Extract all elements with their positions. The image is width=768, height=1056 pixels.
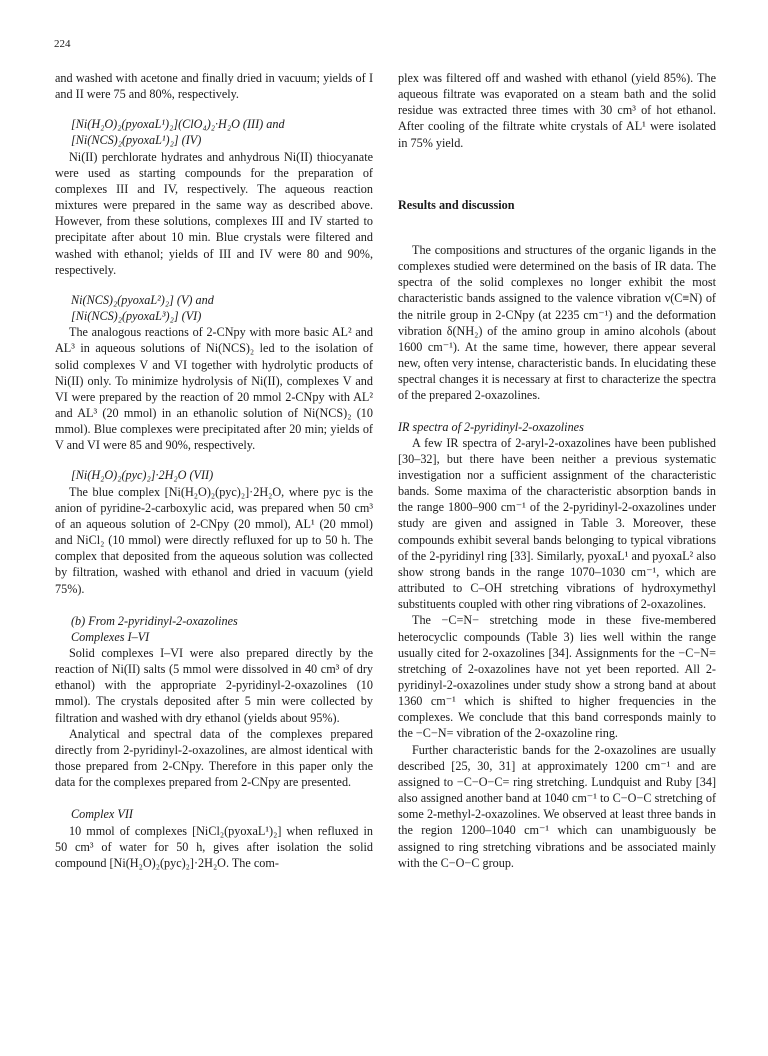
right-column <box>398 70 716 871</box>
paragraph: The blue complex [Ni(H₂O)₂(pyc)₂]·2H₂O, where pyc is the anion of pyridine-2-carboxylic acid, was prepared when 50 cm³ of an aqueous solution of 2-CNpy (20 mmol), AL¹ (20 mmol) and NiCl₂ (10 mmol) were directly refluxed for up to 50 h. The complex that deposited from the aqueous solution was collected by filtration, washed with ethanol and dried in vacuum (yield 75%). <box>55 484 373 596</box>
left-column <box>55 70 373 871</box>
subsection-heading: [Ni(NCS)₂(pyoxaL³)₂] (VI) <box>71 309 202 324</box>
subsection-heading: [Ni(NCS)₂(pyoxaL¹)₂] (IV) <box>71 133 202 148</box>
paragraph: Analytical and spectral data of the complexes prepared directly from 2-pyridinyl-2-oxazolines, are almost identical with those prepared from 2-CNpy. Therefore in this paper only the data for the complexes prepared from 2-CNpy are presented. <box>55 726 373 790</box>
subsection-heading: IR spectra of 2-pyridinyl-2-oxazolines <box>398 419 584 434</box>
paragraph: plex was filtered off and washed with ethanol (yield 85%). The aqueous filtrate was evaporated on a steam bath and the solid residue was extracted three times with 30 cm³ of hot ethanol. After cooling of the filtrate white crystals of AL¹ were isolated in 75% yield. <box>398 71 716 150</box>
page-number: 224 <box>54 38 71 50</box>
paragraph: A few IR spectra of 2-aryl-2-oxazolines have been published [30–32], but there have been neither a previous systematic investigation nor a sufficient assignment of the characteristic bands. Some maxima of the characteristic absorption bands in the range 1800–900 cm⁻¹ of the 2-pyridinyl-2-oxazolines under study are given and assigned in Table 3. Moreover, these compounds exhibit several bands belonging to typical vibrations of the 2-pyridinyl ring [33]. Similarly, pyoxaL¹ and pyoxaL² also show strong bands in the range 1070–1030 cm⁻¹, which are attributed to C–OH stretching vibrations of hydroxymethyl substituents coupled with other ring vibrations of 2-oxazolines. <box>398 435 716 612</box>
paragraph: The analogous reactions of 2-CNpy with more basic AL² and AL³ in aqueous solutions of Ni(NCS)₂ led to the isolation of solid complexes V and VI together with hydrolytic products of Ni(II) only. To minimize hydrolysis of Ni(II), complexes V and VI were prepared by the reaction of 20 mmol 2-CNpy with AL² and AL³ (20 mmol) in an ethanolic solution of Ni(NCS)₂ (10 mmol). Blue complexes were precipitated after 20 min; yields of V and VI were 85 and 90%, respectively. <box>55 325 373 453</box>
paragraph: The compositions and structures of the organic ligands in the complexes studied were determined on the basis of IR data. The spectra of the solid complexes no longer exhibit the most characteristic bands assigned to the valence vibration ν(C≡N) of the nitrile group in 2-CNpy (at 2235 cm⁻¹) and the deformation vibration δ(NH₂) of the amino group in amino alcohols (about 1600 cm⁻¹). At the same time, however, there appear several new, often very intense, characteristic bands. In elucidating these spectral changes it is necessary at first to characterize the spectra of the prepared 2-oxazolines. <box>398 242 716 403</box>
subsection-heading: [Ni(H₂O)₂(pyc)₂]·2H₂O (VII) <box>71 468 214 483</box>
paragraph: Ni(II) perchlorate hydrates and anhydrous Ni(II) thiocyanate were used as starting compounds for the preparation of complexes III and IV, respectively. The aqueous reaction mixtures were prepared in the same way as described above. However, from these solutions, complexes III and IV started to precipitate after about 10 min. Blue crystals were filtered and washed with ethanol; yields of III and IV were 80 and 90%, respectively. <box>55 149 373 277</box>
section-title: Results and discussion <box>398 197 515 212</box>
section-spacer <box>398 213 716 242</box>
paragraph: The −C=N− stretching mode in these five-membered heterocyclic compounds (Table 3) lies well within the range usually cited for 2-oxazolines [34]. Assignments for the −C−N= stretching of 2-oxazolines have not yet been reported. All 2-pyridinyl-2-oxazolines under study show a strong band at about 1360 cm⁻¹ which is shifted to higher frequencies in the complexes. We conclude that this band corresponds mainly to the −C−N= vibration of the 2-oxazoline ring. <box>398 613 716 741</box>
subsection-heading: [Ni(H₂O)₂(pyoxaL¹)₂](ClO₄)₂·H₂O (III) and <box>71 117 285 132</box>
subsection-heading: Ni(NCS)₂(pyoxaL²)₂] (V) and <box>71 292 214 307</box>
subsection-heading: Complex VII <box>71 807 133 822</box>
paragraph: 10 mmol of complexes [NiCl₂(pyoxaL¹)₂] when refluxed in 50 cm³ of water for 50 h, gives after isolation the solid compound [Ni(H₂O)₂(pyc)₂]·2H₂O. The com- <box>55 823 373 870</box>
paragraph: Further characteristic bands for the 2-oxazolines are usually described [25, 30, 31] at approximately 1200 cm⁻¹ and are assigned to −C−O−C= ring stretching. Lundquist and Ruby [34] also assigned another band at 1040 cm⁻¹ to C−O−C stretching of some 2-methyl-2-oxazolines. We observed at least three bands in the region 1200–1040 cm⁻¹ which can unambiguously be assigned to ring stretching vibrations and be associated mainly with the C−O−C group. <box>398 742 716 870</box>
subsection-heading: Complexes I–VI <box>71 629 150 644</box>
paragraph: and washed with acetone and finally dried in vacuum; yields of I and II were 75 and 80%, respectively. <box>55 71 373 102</box>
paragraph: Solid complexes I–VI were also prepared directly by the reaction of Ni(II) salts (5 mmol were dissolved in 40 cm³ of dry ethanol) with the appropriate 2-pyridinyl-2-oxazolines (10 mmol). The crystals deposited after 5 min were collected by filtration and washed with dry ethanol (yields about 95%). <box>55 646 373 725</box>
subsection-heading: (b) From 2-pyridinyl-2-oxazolines <box>71 613 238 628</box>
